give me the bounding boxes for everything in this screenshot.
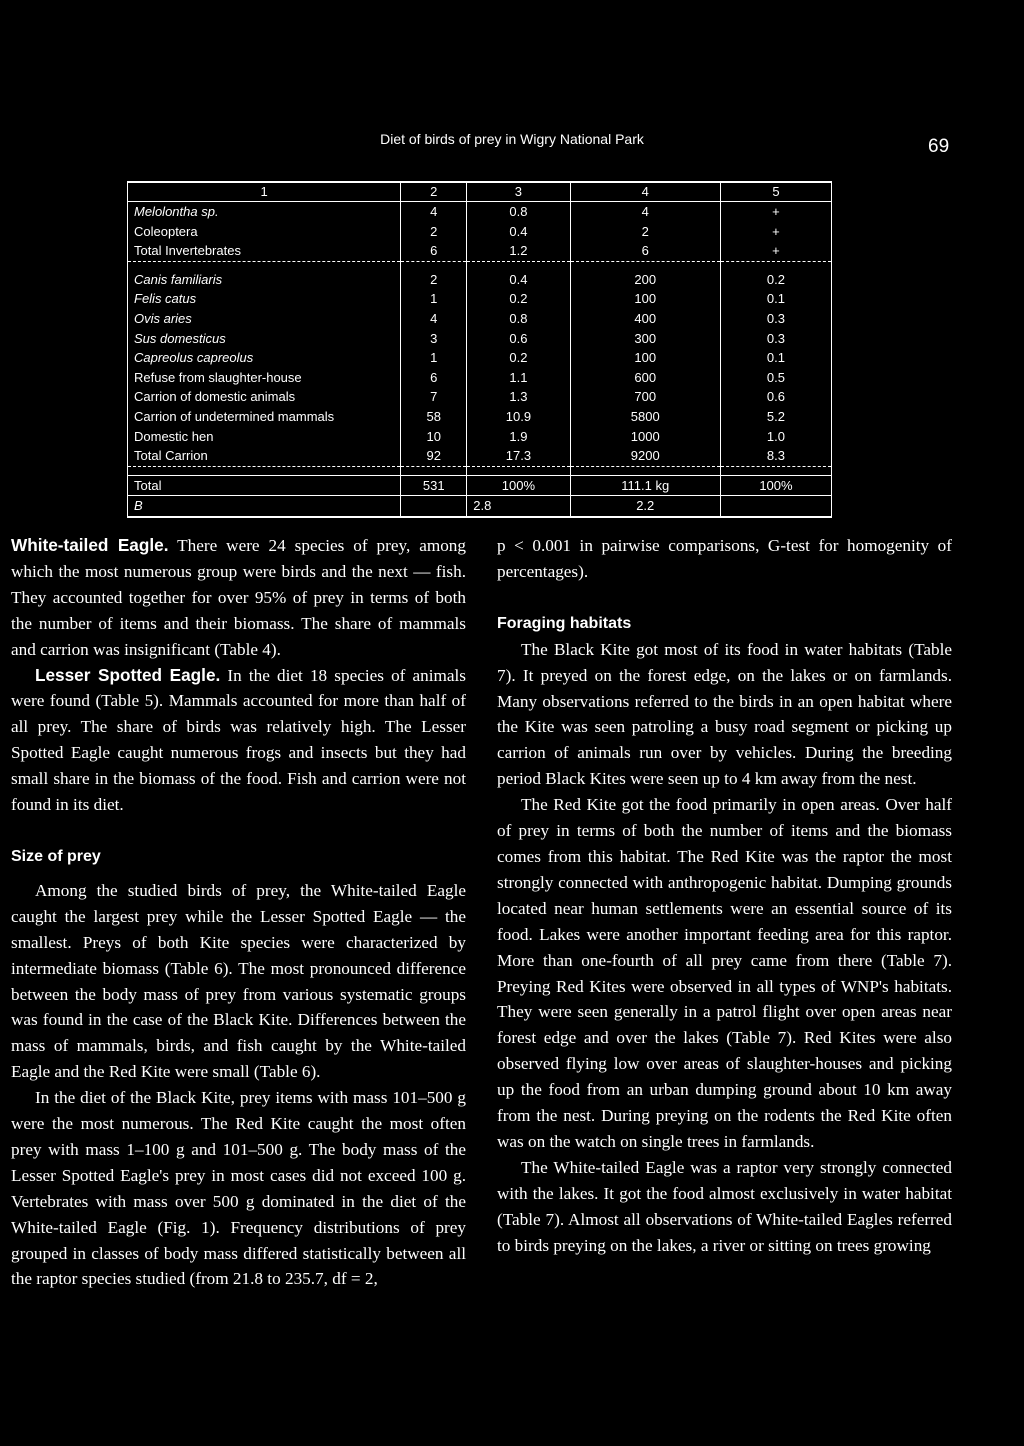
table-cell: 0.2: [720, 270, 831, 290]
table-cell: 5800: [570, 407, 720, 427]
table-cell: +: [720, 222, 831, 242]
column-header: 5: [720, 182, 831, 202]
page-number: 69: [928, 136, 950, 157]
table-cell: 300: [570, 329, 720, 349]
running-title: Diet of birds of prey in Wigry National Park: [380, 131, 644, 147]
table-cell: Melolontha sp.: [128, 202, 401, 222]
table-cell: 2.2: [570, 496, 720, 517]
paragraph: Among the studied birds of prey, the White-tailed Eagle caught the largest prey while the Lesser Spotted Eagle — the smallest. Preys of both Kite species were characterized by intermediate biomass (Table 6). The most pronounced difference between the body mass of prey from various systematic groups was found in the case of the Black Kite. Differences between the mass of mammals, birds, and fish caught by the White-tailed Eagle and the Red Kite were small (Table 6).: [11, 880, 466, 1082]
table-cell: 58: [401, 407, 467, 427]
table-cell: 600: [570, 368, 720, 388]
table-cell: 6: [570, 241, 720, 261]
paragraph-text: There were 24 species of prey, among which the most numerous group were birds and the next — fish. They accounted together for over 95% of prey in terms of both the number of items and their biomass. The share of mammals and carrion was insignificant (Table 4).: [11, 536, 466, 659]
table-row: [128, 387, 832, 407]
table-cell: Total Carrion: [128, 446, 401, 466]
table-cell: +: [720, 202, 831, 222]
column-header: 4: [570, 182, 720, 202]
table-cell: 100%: [720, 475, 831, 496]
table-cell: 2: [570, 222, 720, 242]
table-cell: 200: [570, 270, 720, 290]
table-cell: 0.5: [720, 368, 831, 388]
paragraph: [11, 533, 466, 663]
table-cell: 100: [570, 348, 720, 368]
table-cell: 1: [401, 348, 467, 368]
table-cell: 1: [401, 289, 467, 309]
table-cell: Capreolus capreolus: [128, 348, 401, 368]
paragraph: In the diet of the Black Kite, prey items with mass 101–500 g were the most numerous. The Red Kite caught the most often prey with mass 1–100 g and 101–500 g. The body mass of the Lesser Spotted Eagle's prey in most cases did not exceed 100 g. Vertebrates with mass over 500 g dominated in the diet of the White-tailed Eagle (Fig. 1). Frequency distributions of prey grouped in classes of body mass differed statistically between all the raptor species studied (from 21.8 to 235.7, df = 2,: [11, 1088, 466, 1289]
table-cell: 2.8: [467, 496, 570, 517]
paragraph: The Black Kite got most of its food in water habitats (Table 7). It preyed on the forest edge, on the lakes or on farmlands. Many observations referred to the birds in an open habitat where the Kite was seen patroling a busy road segment or picking up carrion of animals run over by vehicles. During the breeding period Black Kites were seen up to 4 km away from the nest.: [497, 639, 952, 789]
section-heading: Size of prey: [11, 847, 101, 865]
table-cell: 0.3: [720, 309, 831, 329]
table-cell: 700: [570, 387, 720, 407]
right-text-column: [497, 533, 952, 1258]
table-cell: 1000: [570, 427, 720, 447]
table-cell: 17.3: [467, 446, 570, 466]
table-header-row: [128, 182, 832, 202]
table-cell: 3: [401, 329, 467, 349]
table-cell: 531: [401, 475, 467, 496]
table-cell: 10: [401, 427, 467, 447]
table-cell: 111.1 kg: [570, 475, 720, 496]
table-cell: 5.2: [720, 407, 831, 427]
prey-table: [127, 181, 832, 518]
column-header: 2: [401, 182, 467, 202]
table-cell: Carrion of undetermined mammals: [128, 407, 401, 427]
species-heading: Lesser Spotted Eagle.: [35, 664, 221, 685]
table-cell: Canis familiaris: [128, 270, 401, 290]
table-cell: 1.2: [467, 241, 570, 261]
table-row: [128, 202, 832, 222]
table-cell: Total: [128, 475, 401, 496]
section-heading: Foraging habitats: [497, 614, 632, 632]
paragraph-text: In the diet 18 species of animals were found (Table 5). Mammals accounted for more than half of all prey. The share of birds was relatively high. The Lesser Spotted Eagle caught numerous frogs and insects but they had small share in the biomass of the food. Fish and carrion were not found in its diet.: [11, 665, 466, 815]
table-cell: 0.6: [467, 329, 570, 349]
table-row: [128, 241, 832, 261]
table-cell: Refuse from slaughter-house: [128, 368, 401, 388]
table-cell: 4: [401, 202, 467, 222]
table-cell: 0.4: [467, 270, 570, 290]
paragraph: [11, 663, 466, 818]
table-row: [128, 309, 832, 329]
table-cell: Felis catus: [128, 289, 401, 309]
left-text-column: [11, 533, 466, 1292]
table-cell: 0.6: [720, 387, 831, 407]
paragraph: The Red Kite got the food primarily in open areas. Over half of prey in terms of both the number of items and the biomass comes from this habitat. The Red Kite was the raptor the most strongly connected with anthropogenic habitat. Dumping grounds located near human settlements were an essential source of its food. Lakes were another important feeding area for this raptor. More than one-fourth of all prey came from there (Table 7). Preying Red Kites were observed in all types of WNP's habitats. They were seen generally in a patrol flight over open areas near forest edge and over the lakes (Table 7). Red Kites were also observed flying low over areas of slaughter-houses and picking up the food from an urban dumping ground about 10 km away from the nest. During preying on the rodents the Red Kite often was on the watch on single trees in farmlands.: [497, 795, 952, 1151]
table-cell: 0.1: [720, 289, 831, 309]
table-cell: B: [128, 496, 401, 517]
table-cell: 6: [401, 241, 467, 261]
table-cell: Total Invertebrates: [128, 241, 401, 261]
table-row: [128, 446, 832, 466]
table-cell: [720, 496, 831, 517]
table-cell: 0.1: [720, 348, 831, 368]
table-row: [128, 270, 832, 290]
table-cell: 2: [401, 222, 467, 242]
table-cell: 1.1: [467, 368, 570, 388]
table-cell: 4: [570, 202, 720, 222]
paragraph: p < 0.001 in pairwise comparisons, G-test for homogenity of percentages).: [497, 536, 952, 581]
table-cell: 92: [401, 446, 467, 466]
table-cell: 8.3: [720, 446, 831, 466]
table-cell: Ovis aries: [128, 309, 401, 329]
table-cell: 1.3: [467, 387, 570, 407]
table-row: [128, 348, 832, 368]
table-cell: [401, 496, 467, 517]
table-cell: 0.8: [467, 202, 570, 222]
table-cell: 1.0: [720, 427, 831, 447]
table-cell: 2: [401, 270, 467, 290]
table-cell: 7: [401, 387, 467, 407]
table-row: [128, 475, 832, 496]
table-cell: 4: [401, 309, 467, 329]
table-row: [128, 407, 832, 427]
paragraph: The White-tailed Eagle was a raptor very strongly connected with the lakes. It got the food almost exclusively in water habitat (Table 7). Almost all observations of White-tailed Eagles referred to birds preying on the lakes, a river or sitting on trees growing: [497, 1157, 952, 1255]
table-row: [128, 289, 832, 309]
table-row: [128, 427, 832, 447]
table-cell: 10.9: [467, 407, 570, 427]
table-cell: Domestic hen: [128, 427, 401, 447]
table-cell: 6: [401, 368, 467, 388]
table-cell: 0.4: [467, 222, 570, 242]
table-cell: 0.8: [467, 309, 570, 329]
table-cell: Carrion of domestic animals: [128, 387, 401, 407]
table-cell: Coleoptera: [128, 222, 401, 242]
column-header: 3: [467, 182, 570, 202]
table-row: [128, 368, 832, 388]
table-row: [128, 329, 832, 349]
table-cell: Sus domesticus: [128, 329, 401, 349]
table-cell: 0.3: [720, 329, 831, 349]
column-header: 1: [128, 182, 401, 202]
table-row: [128, 222, 832, 242]
table-cell: 0.2: [467, 348, 570, 368]
table-cell: 0.2: [467, 289, 570, 309]
table-cell: 9200: [570, 446, 720, 466]
table-row: [128, 496, 832, 517]
table-cell: 100: [570, 289, 720, 309]
table-cell: 100%: [467, 475, 570, 496]
table-cell: 1.9: [467, 427, 570, 447]
table-cell: 400: [570, 309, 720, 329]
table-cell: +: [720, 241, 831, 261]
species-heading: White-tailed Eagle.: [11, 535, 169, 555]
